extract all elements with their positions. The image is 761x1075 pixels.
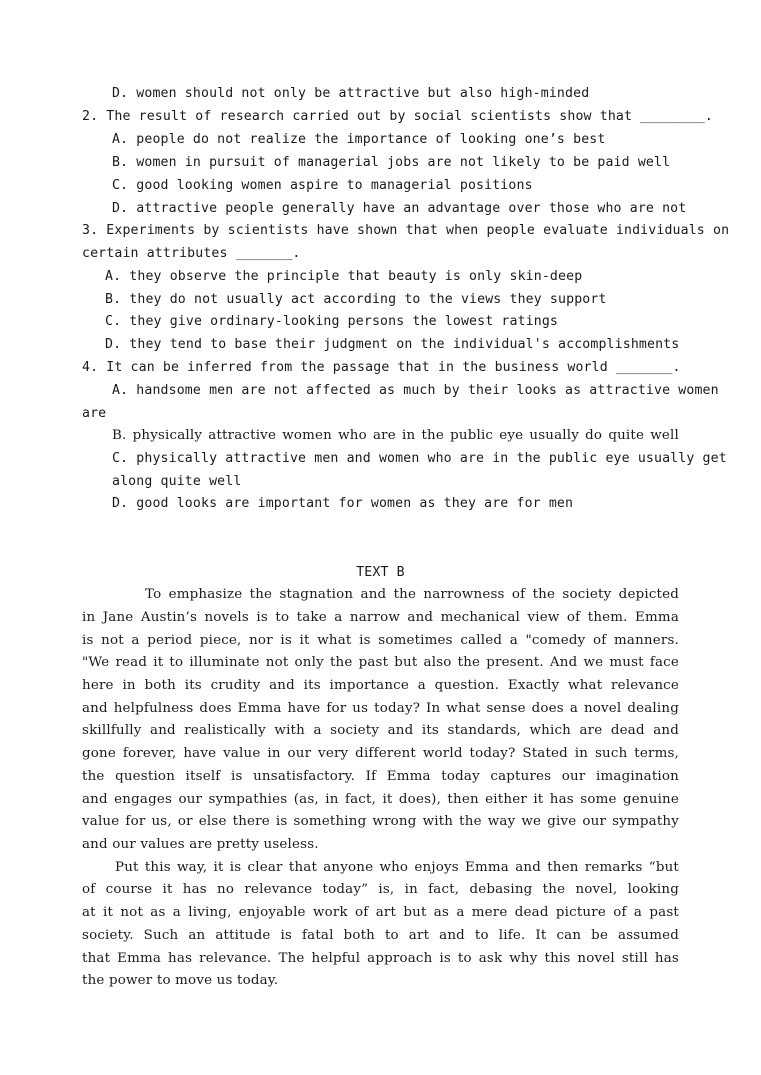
paragraph-line: society. Such an attitude is fatal both to art and to life. It can be assumed bbox=[82, 928, 679, 943]
q4-option-d: D. good looks are important for women as they are for men bbox=[112, 496, 574, 511]
paragraph-line: "We read it to illuminate not only the past but also the present. And we must face bbox=[82, 655, 679, 670]
q3-option-c: C. they give ordinary-looking persons the lowest ratings bbox=[105, 314, 559, 329]
paragraph-line: the power to move us today. bbox=[82, 973, 279, 988]
paragraph-line: Put this way, it is clear that anyone who enjoys Emma and then remarks “but bbox=[115, 860, 679, 875]
paragraph-line: that Emma has relevance. The helpful approach is to ask why this novel still has bbox=[82, 951, 679, 966]
q4-option-a-line2: are bbox=[82, 406, 107, 421]
section-heading: TEXT B bbox=[356, 565, 405, 580]
q3-option-b: B. they do not usually act according to the views they support bbox=[105, 292, 607, 307]
paragraph-line: and our values are pretty useless. bbox=[82, 837, 319, 852]
paragraph-line: here in both its crudity and its importance a question. Exactly what relevance bbox=[82, 678, 679, 693]
paragraph-line: and helpfulness does Emma have for us today? In what sense does a novel dealing bbox=[82, 701, 679, 716]
q4-option-b: B. physically attractive women who are in the public eye usually do quite well bbox=[112, 428, 679, 443]
q4-option-c-line1: C. physically attractive men and women who are in the public eye usually get bbox=[112, 451, 727, 466]
q4-option-c-line2: along quite well bbox=[112, 474, 242, 489]
q2-option-b: B. women in pursuit of managerial jobs are not likely to be paid well bbox=[112, 155, 671, 170]
q3-stem-line1: 3. Experiments by scientists have shown that when people evaluate individuals on bbox=[82, 223, 730, 238]
q3-stem-line2: certain attributes _______. bbox=[82, 246, 301, 261]
q1-option-d: D. women should not only be attractive but also high-minded bbox=[112, 86, 590, 101]
q2-option-a: A. people do not realize the importance of looking one’s best bbox=[112, 132, 606, 147]
paragraph-line: skillfully and realistically with a society and its standards, which are dead and bbox=[82, 723, 679, 738]
q2-option-d: D. attractive people generally have an advantage over those who are not bbox=[112, 201, 687, 216]
paragraph-line: of course it has no relevance today” is, in fact, debasing the novel, looking bbox=[82, 882, 679, 897]
paragraph-line: To emphasize the stagnation and the narrowness of the society depicted bbox=[145, 587, 679, 602]
q2-option-c: C. good looking women aspire to managerial positions bbox=[112, 178, 533, 193]
paragraph-line: at it not as a living, enjoyable work of art but as a mere dead picture of a past bbox=[82, 905, 679, 920]
q4-stem: 4. It can be inferred from the passage that in the business world _______. bbox=[82, 360, 681, 375]
q4-option-a-line1: A. handsome men are not affected as much by their looks as attractive women bbox=[112, 383, 719, 398]
q3-option-d: D. they tend to base their judgment on the individual's accomplishments bbox=[105, 337, 680, 352]
paragraph-line: in Jane Austin’s novels is to take a narrow and mechanical view of them. Emma bbox=[82, 610, 679, 625]
q3-option-a: A. they observe the principle that beauty is only skin-deep bbox=[105, 269, 583, 284]
paragraph-line: value for us, or else there is something wrong with the way we give our sympathy bbox=[82, 814, 679, 829]
q2-stem: 2. The result of research carried out by social scientists show that ________. bbox=[82, 109, 713, 124]
paragraph-line: and engages our sympathies (as, in fact, it does), then either it has some genuine bbox=[82, 792, 679, 807]
paragraph-line: is not a period piece, nor is it what is sometimes called a "comedy of manners. bbox=[82, 633, 679, 648]
paragraph-line: gone forever, have value in our very different world today? Stated in such terms, bbox=[82, 746, 679, 761]
paragraph-line: the question itself is unsatisfactory. If Emma today captures our imagination bbox=[82, 769, 679, 784]
